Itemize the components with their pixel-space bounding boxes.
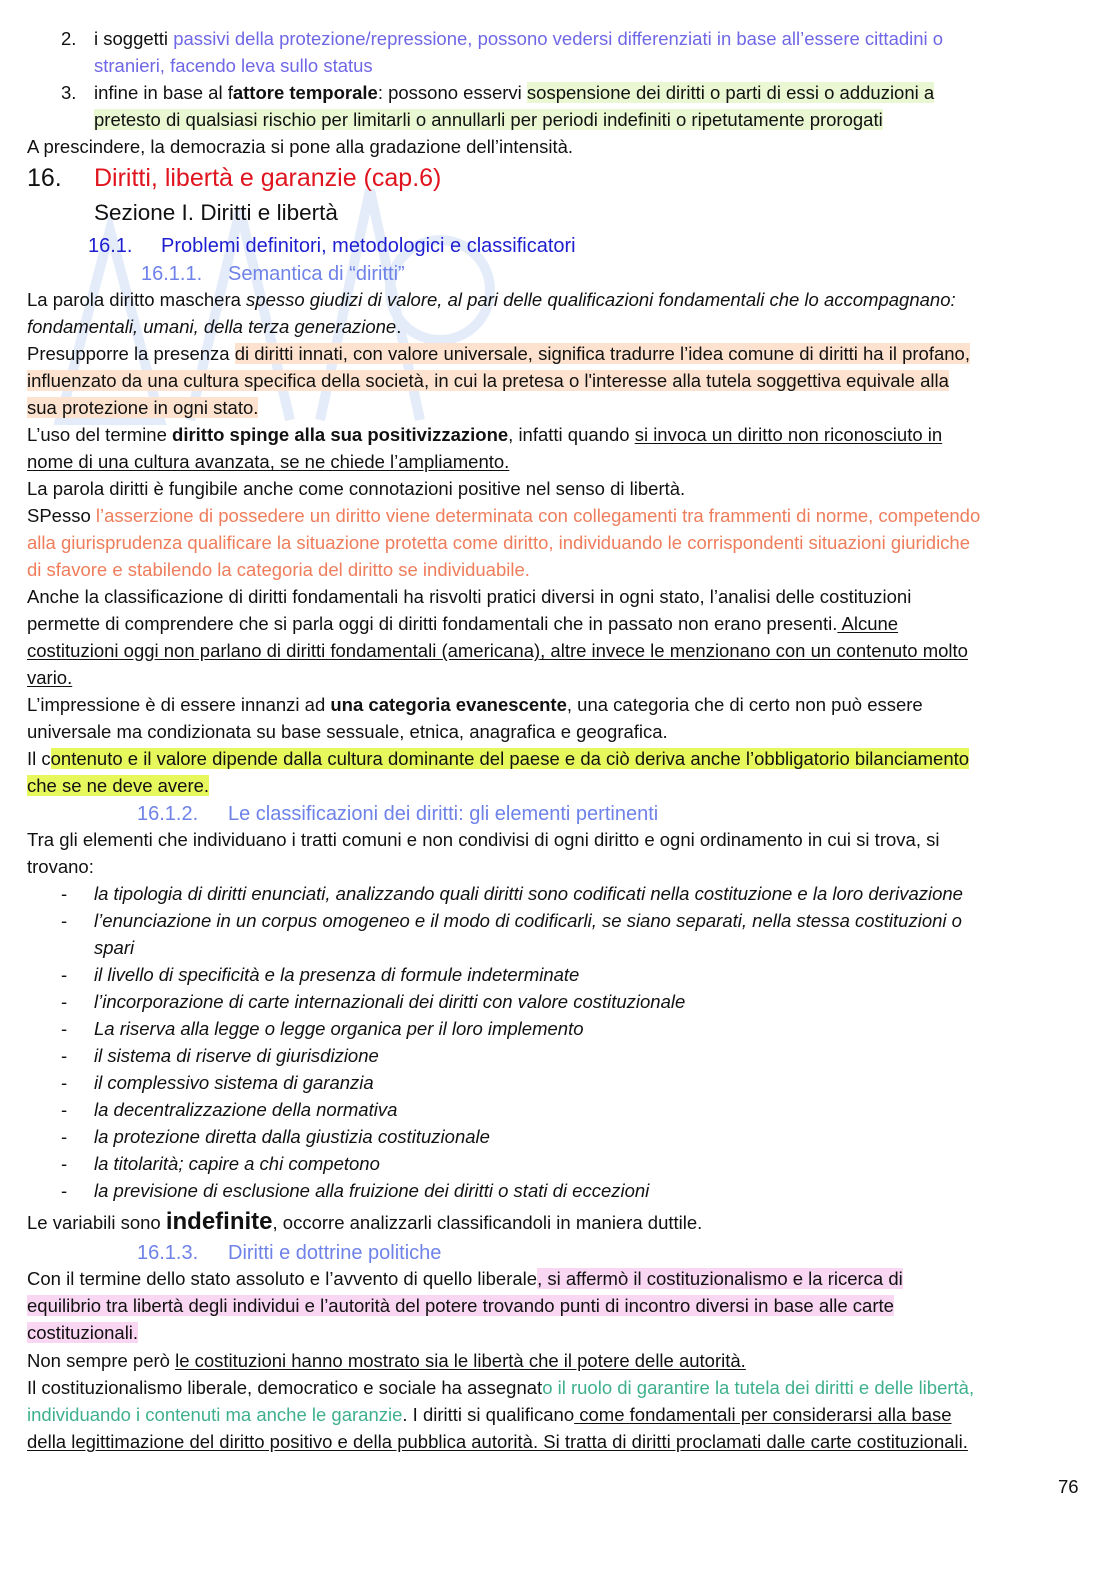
text-line [27,394,258,421]
bullet-item: la protezione diretta dalla giustizia costituzionale [94,1126,490,1147]
text-line [27,691,923,718]
text-run: Anche la classificazione di diritti fondamentali ha risvolti pratici diversi in ogni stato, l’analisi delle costituzioni [27,586,912,607]
text-line [27,637,968,664]
chapter-number: 16. [27,164,62,192]
text-run: infine in base al f [94,82,233,103]
text-run: L’uso del termine [27,424,173,445]
text-run: spesso giudizi di valore, al pari delle qualificazioni fondamentali che lo accompagnano: [246,289,956,310]
text-line [27,745,969,772]
text-line [27,502,980,529]
variabili-line [27,1208,702,1236]
text-run: di sfavore e stabilendo la categoria del diritto se individuabile. [27,559,530,580]
text-line [27,664,72,691]
subsubsection-number: 16.1.3. [137,1242,199,1264]
text-line [27,448,509,475]
text-run: equilibrio tra libertà degli individui e l’autorità del potere trovando punti di incontro diversi in base alle carte [27,1295,894,1317]
bullet-dash: - [61,991,68,1012]
text-run: trovano: [27,856,94,877]
text-run: La parola diritti è fungibile anche come connotazioni positive nel senso di libertà. [27,478,686,499]
text-run: Con il termine dello stato assoluto e l’avvento di quello liberale [27,1268,538,1289]
text-run: universale ma condizionata su base sessuale, etnica, anagrafica e geografica. [27,721,668,742]
bullet-item: la previsione di esclusione alla fruizione dei diritti o stati di eccezioni [94,1180,650,1201]
intro-line: A prescindere, la democrazia si pone alla gradazione dell’intensità. [27,136,574,157]
text-run: fondamentali, umani, della terza generazione [27,316,397,337]
subsubsection-number: 16.1.1. [141,263,203,285]
text-run: vario. [27,667,73,688]
text-run: : possono esservi [377,82,527,103]
bullet-item: spari [94,937,135,958]
chapter-title: Diritti, libertà e garanzie (cap.6) [94,164,442,192]
bullet-item: il complessivo sistema di garanzia [94,1072,374,1093]
bullet-item: la tipologia di diritti enunciati, analizzando quali diritti sono codificati nella costituzione e la loro derivazione [94,883,963,904]
text-run: , occorre analizzarli classificandoli in maniera duttile. [272,1212,703,1233]
text-run: sua protezione in ogni stato. [27,397,259,418]
text-line [27,1428,968,1455]
text-run: Presupporre la presenza [27,343,235,364]
list-item-3-line-1 [94,79,934,106]
section-title: Sezione I. Diritti e libertà [94,200,338,225]
text-line [27,1374,974,1401]
text-line [27,1292,894,1319]
list-number: 3. [61,82,77,103]
text-run: pretesto di qualsiasi rischio per limitarli o annullarli per periodi indefiniti o ripetutamente prorogati [94,109,883,130]
text-run: che se ne deve avere. [27,775,210,796]
bullet-item: La riserva alla legge o legge organica per il loro implemento [94,1018,584,1039]
text-run: nome di una cultura avanzata, se ne chiede l’ampliamento. [27,451,510,472]
text-run: sospensione dei diritti o parti di essi o adduzioni a [526,82,935,103]
text-line [27,610,898,637]
text-line [27,286,956,313]
text-line [27,1319,138,1346]
text-run: ontenuto e il valore dipende dalla cultura dominante del paese e da ciò deriva anche l’obbligatorio bilanciamento [50,748,970,769]
bullet-dash: - [61,964,68,985]
text-line [27,529,970,556]
text-line [27,556,530,583]
text-line [27,1401,952,1428]
text-run: si invoca un diritto non riconosciuto in [634,424,943,445]
text-run: . I diritti si qualificano [402,1404,575,1425]
text-run: le costituzioni hanno mostrato sia le libertà che il potere delle autorità. [175,1349,746,1371]
text-line [27,853,94,880]
bullet-dash: - [61,883,68,904]
text-line [27,583,911,610]
subsubsection-title: Le classificazioni dei diritti: gli elementi pertinenti [228,803,659,825]
text-line [27,772,209,799]
text-line [27,340,970,367]
text-run: Non sempre però [27,1349,176,1371]
list-item-2-line-1 [94,25,943,52]
text-run: costituzioni oggi non parlano di diritti fondamentali (americana), altre invece le menzionano con un contenuto molto [27,640,968,661]
text-line [27,421,942,448]
text-line [27,1265,903,1292]
bullet-dash: - [61,910,68,931]
list-item-3-line-2 [94,106,883,133]
bullet-dash: - [61,1045,68,1066]
text-run: passivi della protezione/repressione, possono vedersi differenziati in base all’essere cittadini o [173,28,944,49]
list-number: 2. [61,28,77,49]
text-run: stranieri, facendo leva sullo status [94,55,373,76]
text-run: SPesso [27,505,96,526]
text-run: della legittimazione del diritto positivo e della pubblica autorità. Si tratta di diritti proclamati dalle carte costituzionali. [27,1431,968,1453]
bullet-item: la titolarità; capire a chi competono [94,1153,380,1174]
text-run: i soggetti [94,28,174,49]
text-run: di diritti innati, con valore universale, significa tradurre l’idea comune di diritti ha il profano, [234,343,970,364]
text-run: Tra gli elementi che individuano i tratti comuni e non condivisi di ogni diritto e ogni ordinamento in cui si trova, si [27,829,940,850]
text-line [27,475,685,502]
text-run: Alcune [837,613,899,634]
text-run: individuando i contenuti ma anche le garanzie [27,1404,403,1425]
bullet-item: il sistema di riserve di giurisdizione [94,1045,379,1066]
bullet-dash: - [61,1153,68,1174]
bullet-item: il livello di specificità e la presenza di formule indeterminate [94,964,580,985]
page-number: 76 [1058,1476,1079,1497]
text-run: , una categoria che di certo non può essere [566,694,923,715]
text-run: alla giurisprudenza qualificare la situazione protetta come diritto, individuando le corrispondenti situazioni giuridiche [27,532,971,553]
text-run: , infatti quando [508,424,635,445]
subsubsection-number: 16.1.2. [137,803,199,825]
subsection-title: Problemi definitori, metodologici e classificatori [161,235,576,257]
text-run: influenzato da una cultura specifica della società, in cui la pretesa o l'interesse alla tutela soggettiva equivale alla [27,370,949,391]
text-line [27,367,949,394]
text-run: Il costituzionalismo liberale, democratico e sociale ha assegnat [27,1376,543,1398]
subsubsection-title: Diritti e dottrine politiche [228,1242,442,1264]
bullet-dash: - [61,1018,68,1039]
bullet-dash: - [61,1180,68,1201]
text-run: , si affermò il costituzionalismo e la ricerca di [537,1268,903,1289]
text-run: una categoria evanescente [330,694,567,715]
text-run: costituzionali. [27,1322,139,1344]
bullet-dash: - [61,1099,68,1120]
text-line [27,718,668,745]
text-run: come fondamentali per considerarsi alla base [574,1404,952,1425]
bullet-item: l’enunciazione in un corpus omogeneo e il modo di codificarli, se siano separati, nella stessa costituzioni o [94,910,962,931]
text-run: Le variabili sono [27,1212,166,1233]
subsubsection-title: Semantica di “diritti” [228,263,405,285]
list-item-2-line-2 [94,52,373,79]
text-run: . [396,316,402,337]
bullet-dash: - [61,1072,68,1093]
text-line [27,313,401,340]
text-line [27,826,939,853]
bullet-item: la decentralizzazione della normativa [94,1099,398,1120]
text-run: l’asserzione di possedere un diritto viene determinata con collegamenti tra frammenti di norme, competendo [95,505,981,526]
text-run: diritto spinge alla sua positivizzazione [172,424,509,445]
text-run: o il ruolo di garantire la tutela dei diritti e delle libertà, [542,1376,975,1398]
text-line [27,1347,746,1374]
text-run: L’impressione è di essere innanzi ad [27,694,331,715]
subsection-number: 16.1. [88,235,133,257]
bullet-item: l’incorporazione di carte internazionali dei diritti con valore costituzionale [94,991,686,1012]
text-run: attore temporale [232,82,378,103]
bullet-dash: - [61,1126,68,1147]
text-run: Il c [27,748,51,769]
text-run: La parola diritto maschera [27,289,247,310]
text-run: indefinite [165,1208,273,1235]
text-run: permette di comprendere che si parla oggi di diritti fondamentali che in passato non erano presenti. [27,613,838,634]
